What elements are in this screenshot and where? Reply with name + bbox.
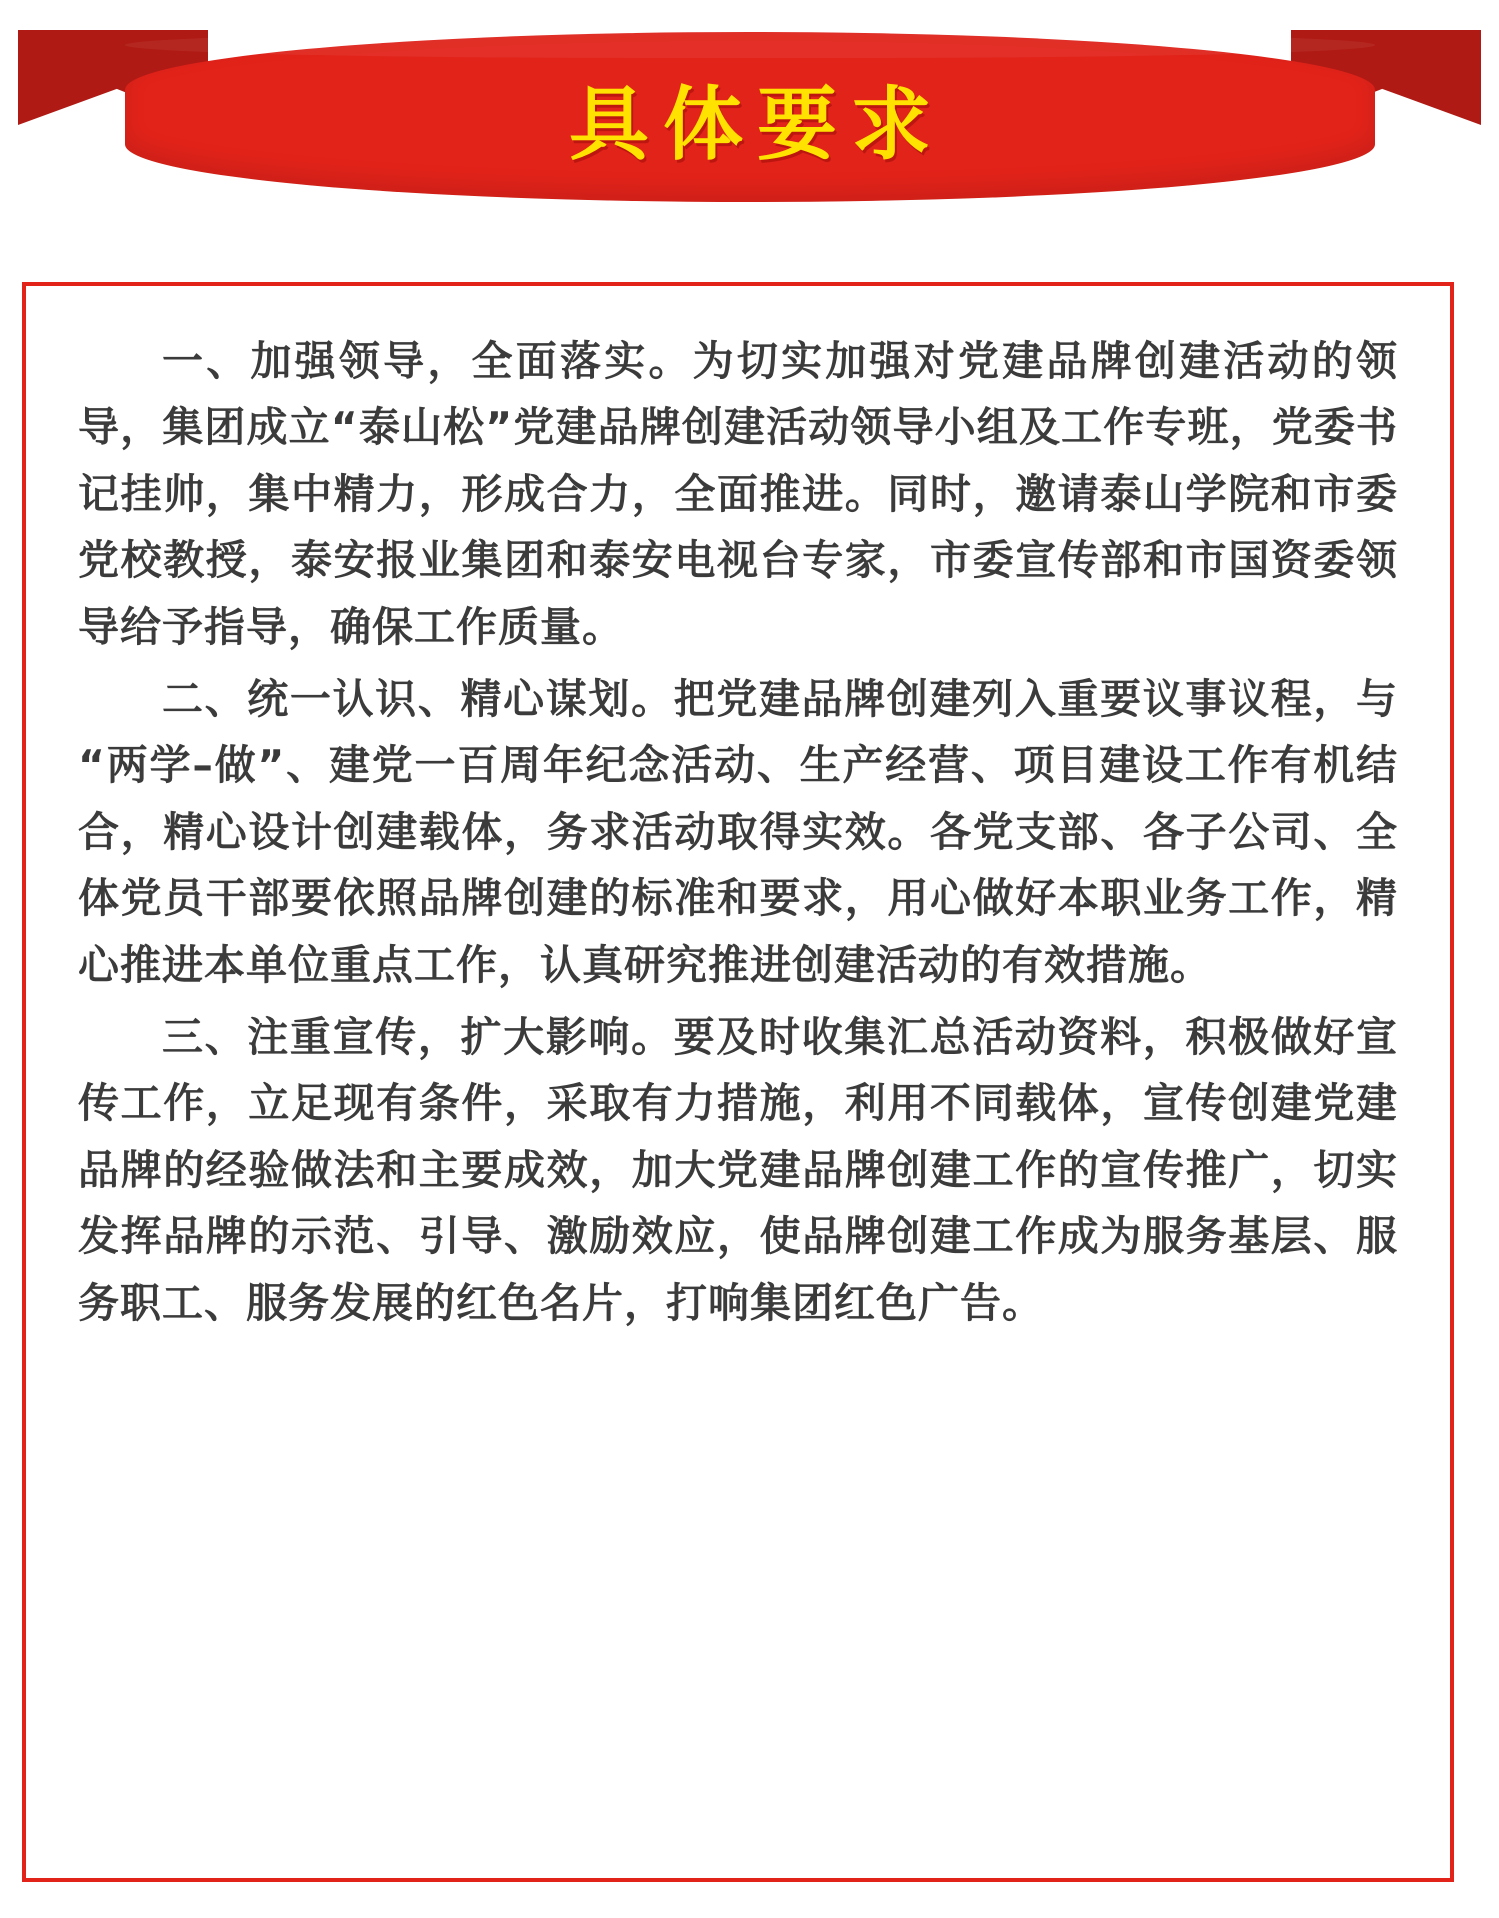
paragraph-three: 三、注重宣传，扩大影响。要及时收集汇总活动资料，积极做好宣传工作，立足现有条件，采取有力措施，利用不同载体，宣传创建党建品牌的经验做法和主要成效，加大党建品牌创建工作的宣传推广，切实发挥品牌的示范、引导、激励效应，使品牌创建工作成为服务基层、服务职工、服务发展的红色名片，打响集团红色广告。	[78, 1013, 1398, 1327]
content-panel	[22, 282, 1454, 1882]
paragraph-one: 一、加强领导，全面落实。为切实加强对党建品牌创建活动的领导，集团成立“泰山松”党建品牌创建活动领导小组及工作专班，党委书记挂帅，集中精力，形成合力，全面推进。同时，邀请泰山学院和市委党校教授，泰安报业集团和泰安电视台专家，市委宣传部和市国资委领导给予指导，确保工作质量。	[78, 337, 1398, 651]
banner	[0, 0, 1499, 232]
paragraph-two: 二、统一认识、精心谋划。把党建品牌创建列入重要议事议程，与“两学–做”、建党一百周年纪念活动、生产经营、项目建设工作有机结合，精心设计创建载体，务求活动取得实效。各党支部、各子公司、全体党员干部要依照品牌创建的标准和要求，用心做好本职业务工作，精心推进本单位重点工作，认真研究推进创建活动的有效措施。	[78, 675, 1398, 989]
page-title: 具体要求	[569, 77, 945, 171]
